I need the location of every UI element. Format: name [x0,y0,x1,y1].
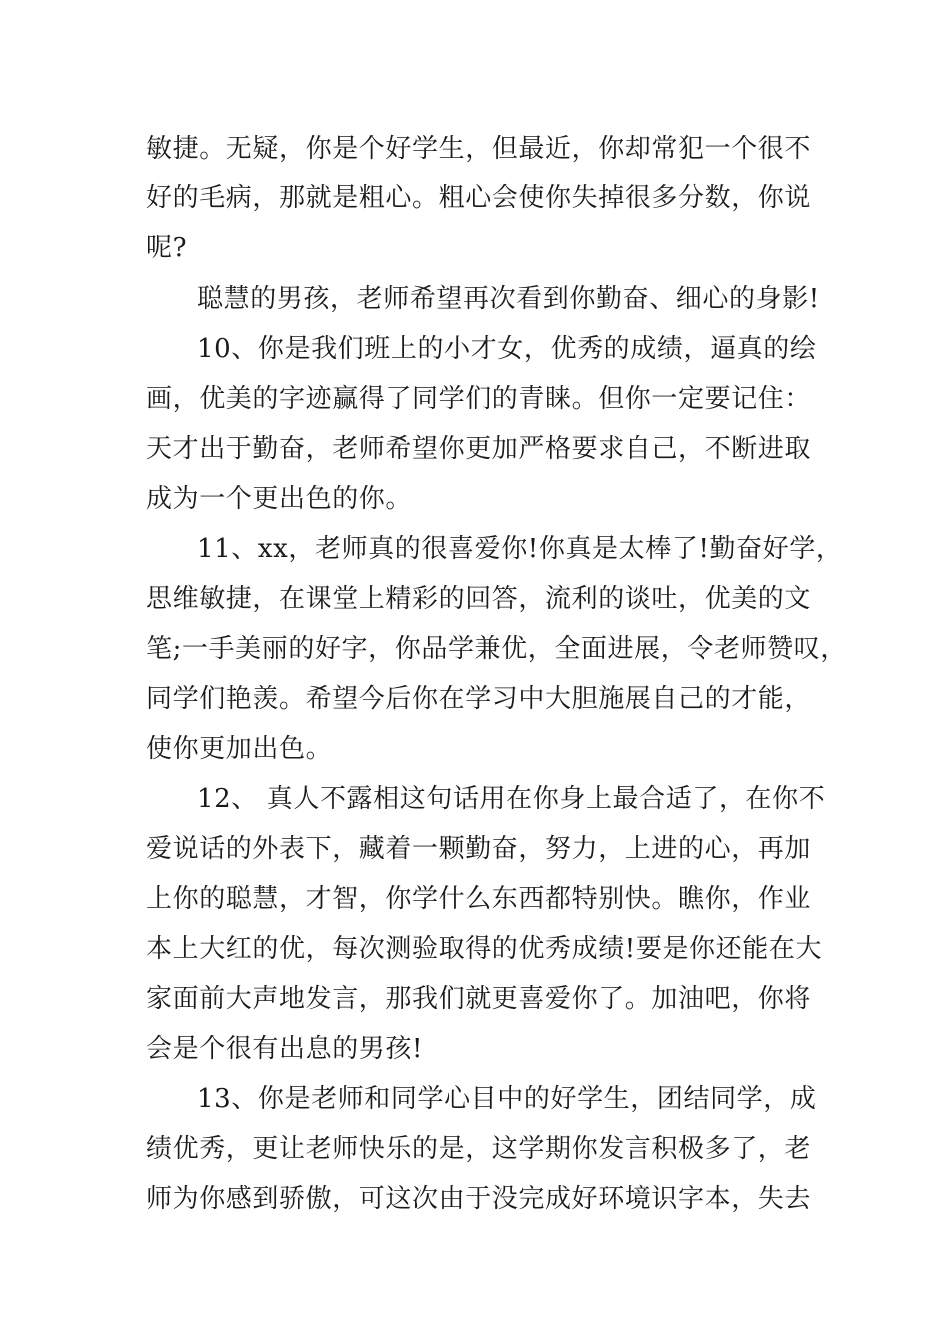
text-line: 师为你感到骄傲，可这次由于没完成好环境识字本，失去 [146,1184,812,1214]
text-line: 10、你是我们班上的小才女，优秀的成绩，逼真的绘 [197,334,817,364]
text-line: 11、xx，老师真的很喜爱你!你真是太棒了!勤奋好学， [197,534,843,564]
text-line: 13、你是老师和同学心目中的好学生，团结同学，成 [197,1084,817,1114]
text-line: 12、 真人不露相这句话用在你身上最合适了，在你不 [197,784,826,814]
text-line: 敏捷。无疑，你是个好学生，但最近，你却常犯一个很不 [146,134,812,164]
text-line: 画，优美的字迹赢得了同学们的青睐。但你一定要记住： [146,384,812,414]
text-line: 成为一个更出色的你。 [146,484,413,514]
text-line: 呢? [146,233,188,263]
text-line: 思维敏捷，在课堂上精彩的回答，流利的谈吐，优美的文 [146,584,812,614]
text-line: 好的毛病，那就是粗心。粗心会使你失掉很多分数，你说 [146,183,812,213]
text-line: 绩优秀，更让老师快乐的是，这学期你发言积极多了，老 [146,1134,812,1164]
text-line: 本上大红的优，每次测验取得的优秀成绩!要是你还能在大 [146,934,823,964]
text-line: 使你更加出色。 [146,734,333,764]
text-line: 会是个很有出息的男孩! [146,1034,424,1064]
text-line: 天才出于勤奋，老师希望你更加严格要求自己，不断进取 [146,434,812,464]
text-line: 爱说话的外表下，藏着一颗勤奋，努力，上进的心，再加 [146,834,812,864]
text-line: 上你的聪慧，才智，你学什么东西都特别快。瞧你，作业 [146,884,812,914]
text-line: 聪慧的男孩，老师希望再次看到你勤奋、细心的身影! [197,284,820,314]
text-line: 家面前大声地发言，那我们就更喜爱你了。加油吧，你将 [146,984,812,1014]
text-line: 同学们艳羡。希望今后你在学习中大胆施展自己的才能， [146,684,812,714]
text-line: 笔;一手美丽的好字，你品学兼优，全面进展，令老师赞叹， [146,634,847,664]
